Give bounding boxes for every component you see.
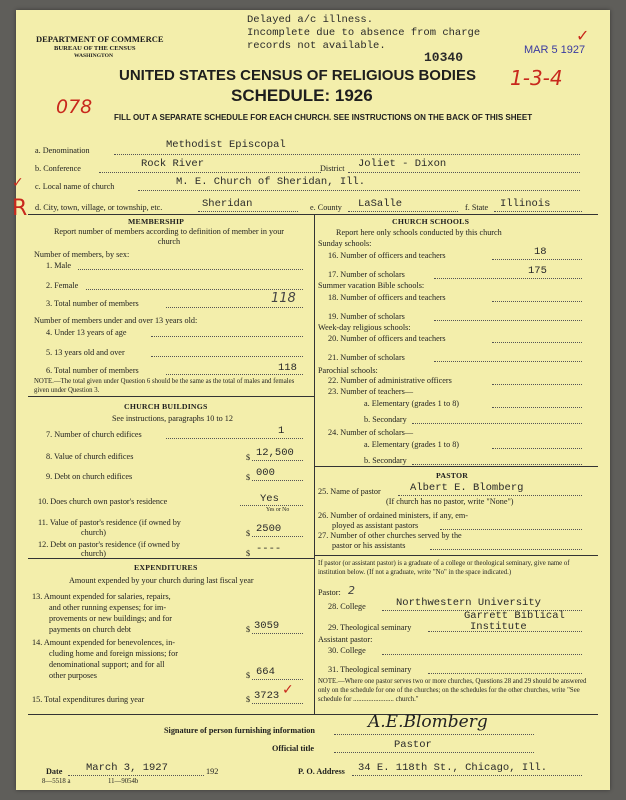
- q15-line: [252, 703, 303, 704]
- q31-label: 31. Theological seminary: [328, 665, 412, 674]
- q23a-line: [492, 407, 582, 408]
- divider-vertical: [314, 214, 315, 714]
- label-state: f. State: [465, 203, 489, 212]
- address-value: 34 E. 118th St., Chicago, Ill.: [358, 762, 548, 774]
- q17-label: 17. Number of scholars: [328, 270, 405, 279]
- q17-value: 175: [528, 265, 547, 277]
- red-code: 078: [56, 96, 93, 118]
- q31-line: [428, 673, 582, 674]
- q2-line: [86, 289, 303, 290]
- divider-top: [28, 214, 598, 215]
- q29-label: 29. Theological seminary: [328, 623, 412, 632]
- q23b-line: [412, 423, 582, 424]
- q22-line: [492, 384, 582, 385]
- q3-line: [166, 307, 303, 308]
- q24a-label: a. Elementary (grades 1 to 8): [364, 440, 460, 449]
- q23b-label: b. Secondary: [364, 415, 407, 424]
- q14-label-a: 14. Amount expended for benevolences, in-: [32, 638, 176, 647]
- q2-label: 2. Female: [46, 281, 79, 290]
- q25-hint: (If church has no pastor, write "None"): [386, 497, 514, 506]
- q19-label: 19. Number of scholars: [328, 312, 405, 321]
- address-label: P. O. Address: [298, 767, 345, 776]
- form-number: 8—5518 a: [42, 778, 71, 785]
- pastor-sub-label: Pastor:: [318, 588, 341, 597]
- expenditures-heading: EXPENDITURES: [134, 563, 198, 572]
- membership-heading: MEMBERSHIP: [128, 217, 185, 226]
- q14-dollar: $: [246, 671, 251, 680]
- sunday-head: Sunday schools:: [318, 239, 372, 248]
- q13-label-d: payments on church debt: [49, 625, 132, 634]
- official-title-label: Official title: [272, 744, 315, 753]
- stamp-records: records not available.: [247, 40, 386, 52]
- q16-value: 18: [534, 246, 547, 258]
- q13-value: 3059: [254, 620, 280, 632]
- q7-value: 1: [278, 425, 285, 437]
- schools-heading: CHURCH SCHOOLS: [392, 217, 470, 226]
- q9-value: 000: [256, 467, 275, 479]
- q9-line: [252, 480, 303, 481]
- address-line: [352, 775, 582, 776]
- q13-label-c: provements or new buildings; and for: [49, 614, 173, 623]
- q29-value-2: Institute: [470, 621, 527, 633]
- expenditures-sub: Amount expended by your church during last fiscal year: [69, 576, 254, 585]
- q11-label-b: church): [81, 528, 107, 537]
- city-value: Sheridan: [202, 198, 253, 210]
- q10-label: 10. Does church own pastor's residence: [38, 497, 168, 506]
- q8-dollar: $: [246, 453, 251, 462]
- form-title: UNITED STATES CENSUS OF RELIGIOUS BODIES: [119, 67, 476, 84]
- red-check-left: ✓: [12, 175, 24, 191]
- membership-intro: Report number of members according to definition of member in your church: [53, 227, 285, 246]
- schedule-title: SCHEDULE: 1926: [231, 86, 373, 105]
- q5-line: [151, 356, 303, 357]
- membership-age-head: Number of members under and over 13 years old:: [34, 316, 198, 325]
- q25-line: [398, 495, 582, 496]
- divider-pastor: [314, 466, 598, 467]
- print-number: 11—9054b: [108, 778, 139, 785]
- pastor-mark: 2: [348, 584, 355, 597]
- q24b-line: [412, 464, 582, 465]
- denomination-line: [114, 154, 580, 155]
- district-line: [348, 172, 580, 173]
- q10-line: [240, 505, 303, 506]
- stamp-incomplete: Incomplete due to absence from charge: [247, 27, 481, 39]
- membership-sex-head: Number of members, by sex:: [34, 250, 130, 259]
- label-city: d. City, town, village, or township, etc.: [35, 203, 163, 212]
- district-value: Joliet - Dixon: [358, 158, 447, 170]
- summer-head: Summer vacation Bible schools:: [318, 281, 425, 290]
- census-schedule-sheet: [12, 10, 610, 790]
- official-title-line: [334, 752, 534, 753]
- divider-grad: [314, 555, 598, 556]
- q12-dollar: $: [246, 549, 251, 558]
- state-line: [494, 211, 582, 212]
- q11-value: 2500: [256, 523, 282, 535]
- divider-buildings: [28, 396, 314, 397]
- q10-value: Yes: [260, 493, 279, 505]
- q13-label-b: and other running expenses; for im-: [49, 603, 167, 612]
- q16-label: 16. Number of officers and teachers: [328, 251, 446, 260]
- conference-value: Rock River: [141, 158, 205, 170]
- pastor-heading: PASTOR: [436, 471, 469, 480]
- q9-label: 9. Debt on church edifices: [46, 472, 133, 481]
- q13-label-a: 13. Amount expended for salaries, repairs,: [32, 592, 171, 601]
- q12-label-b: church): [81, 549, 107, 558]
- q27-line: [430, 549, 582, 550]
- stamp-delayed: Delayed a/c illness.: [247, 14, 374, 26]
- q17-line: [434, 278, 582, 279]
- membership-note: NOTE.—The total given under Question 6 should be the same as the total of males and females given under Question 3.: [34, 378, 295, 394]
- q22-label: 22. Number of administrative officers: [328, 376, 452, 385]
- county-value: LaSalle: [358, 198, 403, 210]
- signature-label: Signature of person furnishing information: [164, 726, 315, 735]
- q30-line: [382, 654, 582, 655]
- q9-dollar: $: [246, 473, 251, 482]
- q1-label: 1. Male: [46, 261, 72, 270]
- q19-line: [434, 320, 582, 321]
- q6-line: [166, 374, 303, 375]
- batch-mark: 1-3-4: [510, 66, 563, 90]
- q14-label-b: cluding home and foreign missions; for: [49, 649, 178, 658]
- parochial-head: Parochial schools:: [318, 366, 378, 375]
- official-title-value: Pastor: [394, 739, 432, 751]
- q30-label: 30. College: [328, 646, 366, 655]
- signature-value: A.E.Blomberg: [368, 712, 488, 732]
- q25-value: Albert E. Blomberg: [410, 482, 524, 494]
- q15-value: 3723: [254, 690, 280, 702]
- grad-instruction: If pastor (or assistant pastor) is a graduate of a college or theological seminary, give name of institution below. (If not a graduate, write "No" in the space indicated.): [318, 560, 570, 576]
- q16-line: [492, 259, 582, 260]
- q4-label: 4. Under 13 years of age: [46, 328, 127, 337]
- q26-label-b: ployed as assistant pastors: [332, 521, 419, 530]
- stamp-number: 10340: [424, 50, 464, 65]
- date-suffix: 192: [206, 767, 219, 776]
- weekday-head: Week-day religious schools:: [318, 323, 411, 332]
- q20-line: [492, 342, 582, 343]
- q29-value-1: Garrett Biblical: [464, 610, 565, 622]
- instruction-line: FILL OUT A SEPARATE SCHEDULE FOR EACH CHURCH. SEE INSTRUCTIONS ON THE BACK OF THIS SHEET: [114, 113, 533, 122]
- q14-label-c: denominational support; and for all: [49, 660, 165, 669]
- asst-label: Assistant pastor:: [318, 635, 373, 644]
- q6-value: 118: [278, 362, 297, 374]
- q23a-label: a. Elementary (grades 1 to 8): [364, 399, 460, 408]
- q20-label: 20. Number of officers and teachers: [328, 334, 446, 343]
- q14-line: [252, 679, 303, 680]
- q4-line: [151, 336, 303, 337]
- label-denomination: a. Denomination: [35, 146, 90, 155]
- q13-dollar: $: [246, 625, 251, 634]
- q10-hint: Yes or No: [266, 507, 290, 513]
- schools-intro: Report here only schools conducted by this church: [336, 228, 502, 237]
- q18-line: [492, 301, 582, 302]
- q6-label: 6. Total number of members: [46, 366, 139, 375]
- church-name-value: M. E. Church of Sheridan, Ill.: [176, 176, 366, 188]
- q13-line: [252, 633, 303, 634]
- q25-label: 25. Name of pastor: [318, 487, 381, 496]
- q26-label-a: 26. Number of ordained ministers, if any, em-: [318, 511, 468, 520]
- buildings-sub: See instructions, paragraphs 10 to 12: [112, 414, 233, 423]
- q21-label: 21. Number of scholars: [328, 353, 405, 362]
- q21-line: [434, 361, 582, 362]
- q11-label-a: 11. Value of pastor's residence (if owned by: [38, 518, 181, 527]
- state-value: Illinois: [500, 198, 551, 210]
- received-date-stamp: MAR 5 1927: [524, 44, 586, 56]
- church-name-line: [138, 190, 580, 191]
- label-church-name: c. Local name of church: [35, 182, 115, 191]
- date-value: March 3, 1927: [86, 762, 168, 774]
- q27-label-b: pastor or his assistants: [332, 541, 406, 550]
- q24-label: 24. Number of scholars—: [328, 428, 414, 437]
- label-district: District: [320, 164, 345, 173]
- county-line: [348, 211, 458, 212]
- q15-label: 15. Total expenditures during year: [32, 695, 145, 704]
- q3-value: 118: [271, 291, 296, 306]
- q24a-line: [492, 448, 582, 449]
- divider-expenditures: [28, 558, 314, 559]
- conference-line: [99, 172, 321, 173]
- bureau-name: BUREAU OF THE CENSUS: [54, 45, 136, 52]
- label-county: e. County: [310, 203, 342, 212]
- q15-dollar: $: [246, 695, 251, 704]
- date-label: Date: [46, 767, 63, 776]
- q24b-label: b. Secondary: [364, 456, 407, 465]
- city-line: [198, 211, 298, 212]
- denomination-value: Methodist Episcopal: [166, 139, 286, 151]
- q8-value: 12,500: [256, 447, 294, 459]
- q23-label: 23. Number of teachers—: [328, 387, 414, 396]
- date-line: [68, 775, 204, 776]
- q27-label-a: 27. Number of other churches served by the: [318, 531, 462, 540]
- q1-line: [78, 269, 303, 270]
- divider-bottom: [28, 714, 598, 715]
- q3-label: 3. Total number of members: [46, 299, 139, 308]
- signature-line: [334, 734, 534, 735]
- q12-label-a: 12. Debt on pastor's residence (if owned by: [38, 540, 180, 549]
- q15-check: ✓: [282, 682, 294, 698]
- check-mark-top: ✓: [576, 26, 590, 45]
- q7-line: [166, 438, 303, 439]
- q26-line: [440, 529, 582, 530]
- q12-value: ----: [256, 543, 282, 555]
- q28-value: Northwestern University: [396, 597, 541, 609]
- q5-label: 5. 13 years old and over: [46, 348, 125, 357]
- q14-label-d: other purposes: [49, 671, 97, 680]
- q28-label: 28. College: [328, 602, 366, 611]
- pastor-note: NOTE.—Where one pastor serves two or more churches, Questions 28 and 29 should be answered only on the schedule for one of the churches; on the schedules for the other churches, write "See schedule for ........................ church.": [318, 678, 587, 703]
- q11-line: [252, 536, 303, 537]
- q8-label: 8. Value of church edifices: [46, 452, 134, 461]
- label-conference: b. Conference: [35, 164, 81, 173]
- q14-value: 664: [256, 666, 275, 678]
- q7-label: 7. Number of church edifices: [46, 430, 142, 439]
- buildings-heading: CHURCH BUILDINGS: [124, 402, 208, 411]
- q11-dollar: $: [246, 529, 251, 538]
- dept-name: DEPARTMENT OF COMMERCE: [36, 34, 164, 44]
- red-r-mark: R: [12, 196, 28, 221]
- dept-city: WASHINGTON: [74, 53, 114, 59]
- q8-line: [252, 460, 303, 461]
- q18-label: 18. Number of officers and teachers: [328, 293, 446, 302]
